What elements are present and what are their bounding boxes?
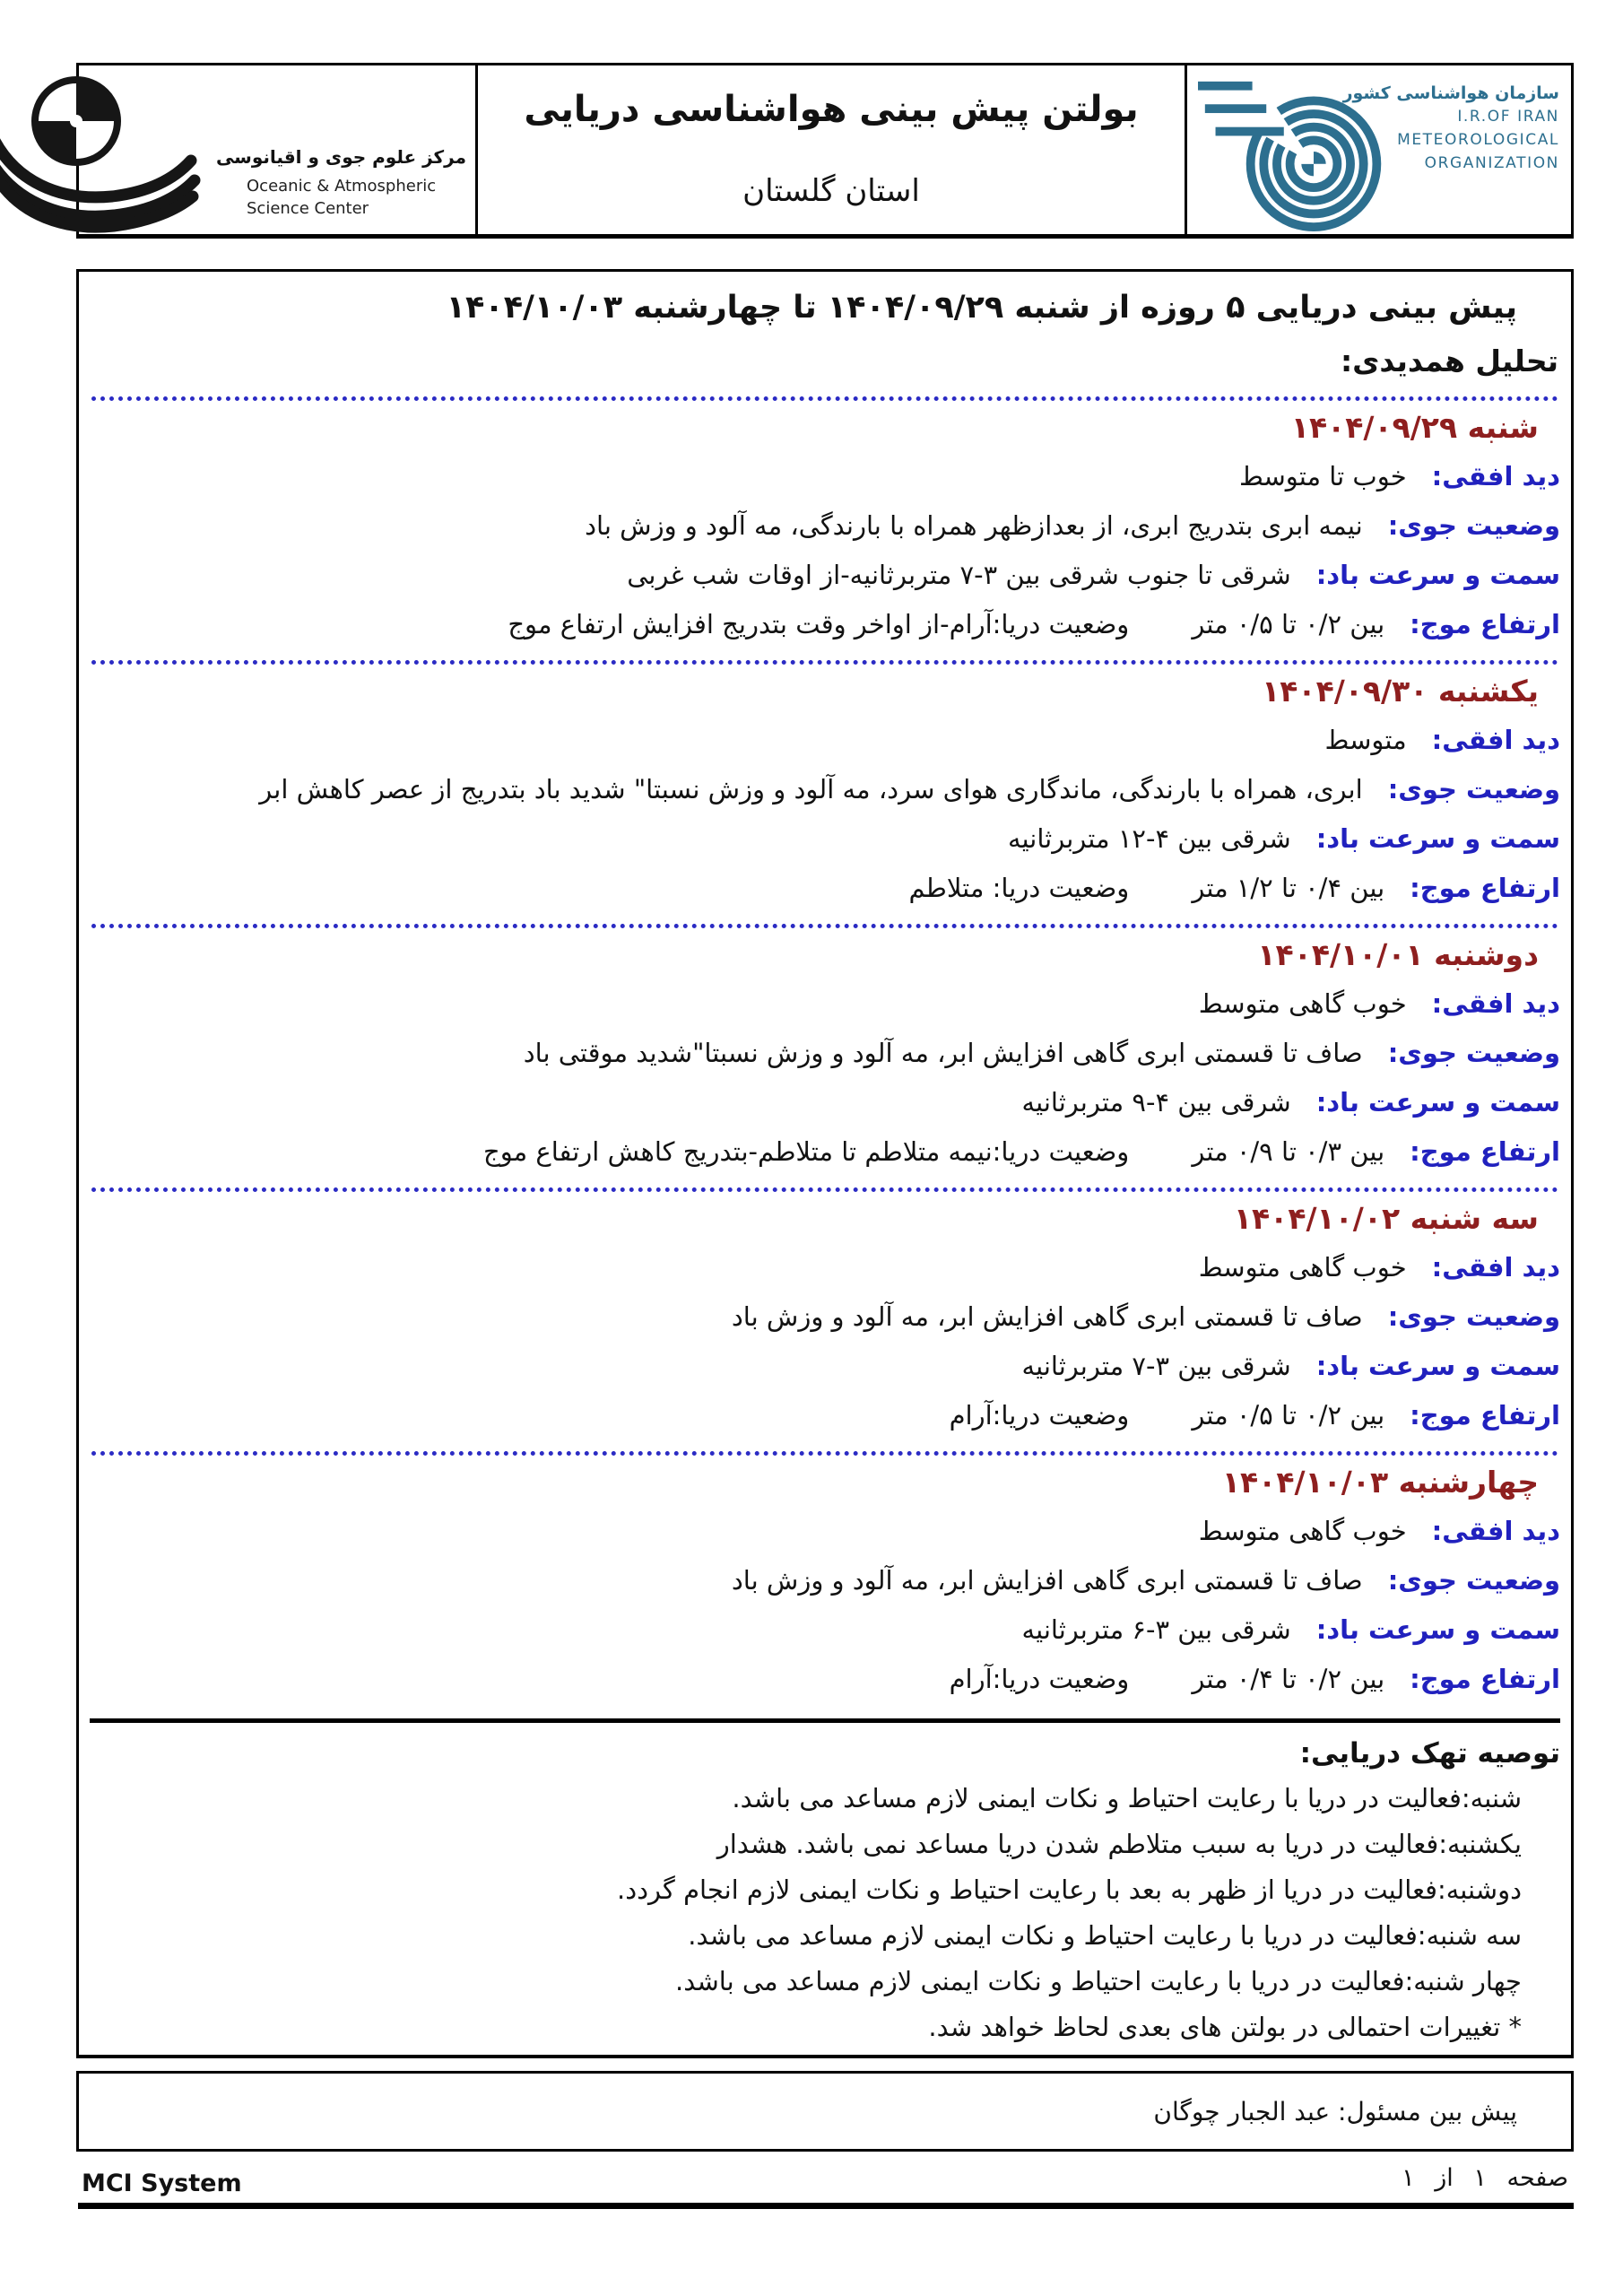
day-section-saturday: [79, 401, 1571, 642]
visibility-row: [93, 722, 1560, 758]
marine-advice-title: توصیه تهک دریایی:: [1299, 1737, 1560, 1770]
wind-value: شرقی بین ۴-۱۲ متربرثانیه: [1007, 823, 1291, 854]
wave-label: ارتفاع موج:: [1410, 1664, 1560, 1694]
weather-row: [93, 1562, 1560, 1598]
wave-value: بین ۰/۲ تا ۰/۵ متر: [1192, 1400, 1385, 1431]
wave-row: [93, 1134, 1560, 1170]
advice-line-saturday: شنبه:فعالیت در دریا با رعایت احتیاط و نکات ایمنی لازم مساعد می باشد.: [732, 1783, 1522, 1813]
visibility-row: [93, 986, 1560, 1022]
wind-value: شرقی بین ۳-۶ متربرثانیه: [1021, 1614, 1291, 1645]
visibility-row: [93, 458, 1560, 494]
oasc-name-en-1: Oceanic & Atmospheric: [247, 177, 437, 196]
forecast-box: [76, 269, 1574, 2058]
wave-row: [93, 870, 1560, 906]
weather-value: ابری، همراه با بارندگی، ماندگاری هوای سرد، مه آلود و وزش نسبتا" شدید باد بتدریج از عصر کاهش ابر: [259, 774, 1363, 804]
day-date: دوشنبه ۱۴۰۴/۱۰/۰۱: [1257, 937, 1539, 972]
weather-row: [93, 771, 1560, 807]
visibility-value: خوب گاهی متوسط: [1198, 988, 1407, 1019]
wind-row: [93, 1084, 1560, 1120]
visibility-row: [93, 1513, 1560, 1549]
sea-state-value: وضعیت دریا:نیمه متلاطم تا متلاطم-بتدریج کاهش ارتفاع موج: [482, 1136, 1130, 1167]
day-section-monday: [79, 928, 1571, 1170]
weather-row: [93, 508, 1560, 544]
weather-row: [93, 1035, 1560, 1071]
wave-row: [93, 1397, 1560, 1433]
visibility-label: دید افقی:: [1431, 988, 1560, 1019]
visibility-label: دید افقی:: [1431, 725, 1560, 755]
visibility-label: دید افقی:: [1431, 461, 1560, 491]
wind-label: سمت و سرعت باد:: [1315, 1614, 1560, 1645]
visibility-value: متوسط: [1324, 725, 1407, 755]
visibility-value: خوب گاهی متوسط: [1198, 1252, 1407, 1283]
irimo-logo: [1187, 65, 1571, 234]
wind-label: سمت و سرعت باد:: [1315, 1351, 1560, 1381]
wave-row: [93, 1661, 1560, 1697]
wave-label: ارتفاع موج:: [1410, 609, 1560, 639]
weather-value: صاف تا قسمتی ابری گاهی افزایش ابر، مه آلود و وزش باد: [731, 1565, 1363, 1596]
visibility-row: [93, 1249, 1560, 1285]
wind-value: شرقی بین ۳-۷ متربرثانیه: [1021, 1351, 1291, 1381]
irimo-logo-text: [1342, 82, 1559, 175]
oasc-logo: [79, 65, 475, 234]
oasc-pinwheel-waves-icon: [0, 69, 247, 236]
synoptic-analysis-label: تحلیل همدیدی:: [1340, 344, 1558, 378]
irimo-name-en-2: METEOROLOGICAL: [1397, 131, 1559, 149]
day-section-sunday: [79, 665, 1571, 906]
visibility-value: خوب تا متوسط: [1238, 461, 1407, 491]
wave-label: ارتفاع موج:: [1410, 1400, 1560, 1431]
bulletin-title: بولتن پیش بینی هواشناسی دریایی: [524, 89, 1139, 130]
wind-label: سمت و سرعت باد:: [1315, 560, 1560, 590]
province-subtitle: استان گلستان: [742, 173, 920, 209]
advice-line-tuesday: سه شنبه:فعالیت در دریا با رعایت احتیاط و نکات ایمنی لازم مساعد می باشد.: [688, 1920, 1522, 1951]
wave-label: ارتفاع موج:: [1410, 1136, 1560, 1167]
header: [76, 63, 1574, 239]
wind-row: [93, 1612, 1560, 1648]
wind-row: [93, 557, 1560, 593]
visibility-label: دید افقی:: [1431, 1516, 1560, 1546]
sea-state-value: وضعیت دریا:آرام-از اواخر وقت بتدریج افزایش ارتفاع موج: [508, 609, 1130, 639]
oasc-name-en-2: Science Center: [247, 199, 369, 218]
advice-line-wednesday: چهار شنبه:فعالیت در دریا با رعایت احتیاط و نکات ایمنی لازم مساعد می باشد.: [675, 1966, 1522, 1996]
irimo-name-en-1: I.R.OF IRAN: [1457, 108, 1559, 126]
day-section-wednesday: [79, 1456, 1571, 1697]
day-date: شنبه ۱۴۰۴/۰۹/۲۹: [1290, 410, 1539, 445]
weather-label: وضعیت جوی:: [1387, 1565, 1560, 1596]
day-date: یکشنبه ۱۴۰۴/۰۹/۳۰: [1262, 674, 1539, 709]
wave-label: ارتفاع موج:: [1410, 873, 1560, 903]
wave-value: بین ۰/۲ تا ۰/۴ متر: [1192, 1664, 1385, 1694]
weather-value: نیمه ابری بتدریج ابری، از بعدازظهر همراه با بارندگی، مه آلود و وزش باد: [585, 510, 1363, 541]
irimo-name-en-3: ORGANIZATION: [1424, 154, 1559, 172]
visibility-value: خوب گاهی متوسط: [1198, 1516, 1407, 1546]
weather-value: صاف تا قسمتی ابری گاهی افزایش ابر، مه آلود و وزش نسبتا"شدید موقتی باد: [523, 1038, 1363, 1068]
wind-value: شرقی تا جنوب شرقی بین ۳-۷ متربرثانیه-از اوقات شب غربی: [627, 560, 1291, 590]
wave-value: بین ۰/۲ تا ۰/۵ متر: [1192, 609, 1385, 639]
page-number: صفحه ۱ از ۱: [1402, 2164, 1568, 2192]
weather-label: وضعیت جوی:: [1387, 510, 1560, 541]
forecaster-name: پیش بین مسئول: عبد الجبار چوگان: [1153, 2096, 1517, 2126]
wind-value: شرقی بین ۴-۹ متربرثانیه: [1021, 1087, 1291, 1118]
day-date: چهارشنبه ۱۴۰۴/۱۰/۰۳: [1221, 1465, 1539, 1500]
visibility-label: دید افقی:: [1431, 1252, 1560, 1283]
oasc-name-en: [247, 175, 466, 220]
separator-solid: [90, 1718, 1560, 1723]
day-date: سه شنبه ۱۴۰۴/۱۰/۰۲: [1233, 1201, 1539, 1236]
header-titles: [475, 65, 1187, 234]
advice-note: * تغییرات احتمالی در بولتن های بعدی لحاظ خواهد شد.: [928, 2012, 1522, 2042]
wave-row: [93, 606, 1560, 642]
sea-state-value: وضعیت دریا:آرام: [949, 1664, 1130, 1694]
wave-value: بین ۰/۳ تا ۰/۹ متر: [1192, 1136, 1385, 1167]
sea-state-value: وضعیت دریا: متلاطم: [908, 873, 1130, 903]
weather-label: وضعیت جوی:: [1387, 1038, 1560, 1068]
wave-value: بین ۰/۴ تا ۱/۲ متر: [1192, 873, 1385, 903]
footer-rule: [78, 2203, 1574, 2209]
wind-row: [93, 821, 1560, 857]
wind-row: [93, 1348, 1560, 1384]
weather-label: وضعیت جوی:: [1387, 774, 1560, 804]
wind-label: سمت و سرعت باد:: [1315, 1087, 1560, 1118]
day-section-tuesday: [79, 1192, 1571, 1433]
oasc-logo-text: [215, 146, 466, 220]
advice-line-monday: دوشنبه:فعالیت در دریا از ظهر به بعد با رعایت احتیاط و نکات ایمنی لازم انجام گردد.: [617, 1874, 1522, 1905]
weather-label: وضعیت جوی:: [1387, 1301, 1560, 1332]
page-footer: [76, 2164, 1574, 2197]
sea-state-value: وضعیت دریا:آرام: [949, 1400, 1130, 1431]
oasc-name-fa: مرکز علوم جوی و اقیانوسی: [215, 146, 466, 168]
system-name: MCI System: [82, 2170, 242, 2197]
wind-label: سمت و سرعت باد:: [1315, 823, 1560, 854]
advice-line-sunday: یکشنبه:فعالیت در دریا به سبب متلاطم شدن دریا مساعد نمی باشد. هشدار: [716, 1829, 1522, 1859]
weather-row: [93, 1299, 1560, 1335]
forecaster-box: [76, 2071, 1574, 2152]
irimo-name-fa: سازمان هواشناسی کشور: [1342, 83, 1559, 103]
forecast-title: پیش بینی دریایی ۵ روزه از شنبه ۱۴۰۴/۰۹/۲۹ تا چهارشنبه ۱۴۰۴/۱۰/۰۳: [446, 290, 1517, 326]
weather-value: صاف تا قسمتی ابری گاهی افزایش ابر، مه آلود و وزش باد: [731, 1301, 1363, 1332]
